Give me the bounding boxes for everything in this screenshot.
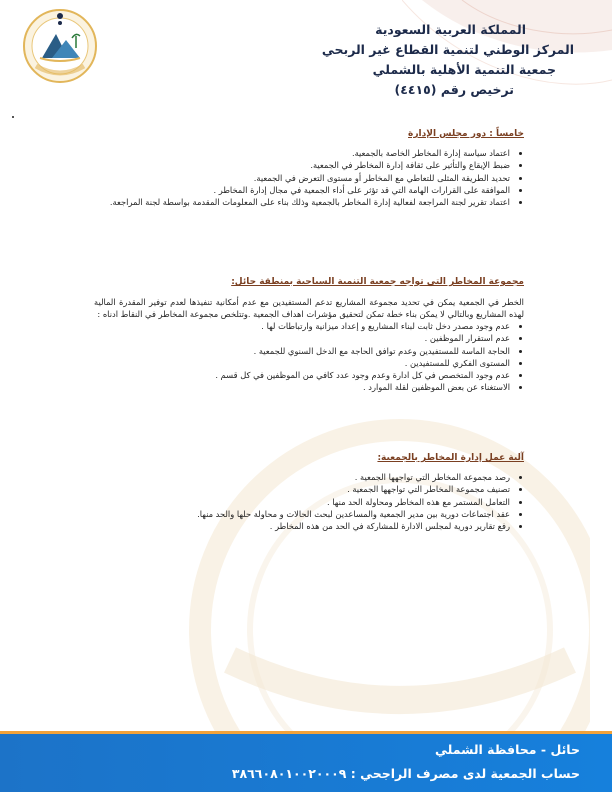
footer-location: حائل - محافظة الشملي xyxy=(434,742,580,757)
board-role-list xyxy=(104,148,524,208)
letterhead xyxy=(134,22,574,102)
list-item: • المستوى الفكري للمستفيدين . xyxy=(94,358,510,369)
header-center: المركز الوطني لتنمية القطاع غير الربحي xyxy=(321,42,574,57)
list-item: • الموافقة على القرارات الهامة التي قد تؤثر على أداء الجمعية في مجال إدارة المخاطر . xyxy=(104,185,510,196)
margin-mark xyxy=(12,116,14,118)
section-heading: مجموعة المخاطر التي تواجه جمعية التنمية السياحية بمنطقة حائل: xyxy=(231,277,524,287)
section-heading: خامساً : دور مجلس الإدارة xyxy=(408,129,524,139)
list-item: • عدم وجود المتخصص في كل ادارة وعدم وجود عدد كافي من الموظفين في كل قسم . xyxy=(94,370,510,381)
list-item: • اعتماد تقرير لجنة المراجعة لفعالية إدارة المخاطر بالجمعية وذلك بناء على المعلومات المقدمة بواسطة لجنة المراجعة. xyxy=(104,197,510,208)
list-item: • ضبط الإيقاع والتأثير على ثقافة إدارة المخاطر في الجمعية. xyxy=(104,160,510,171)
risk-list xyxy=(94,321,524,393)
list-item: • عدم استقرار الموظفين . xyxy=(94,333,510,344)
risk-mechanism-section xyxy=(94,453,524,533)
footer-bar xyxy=(0,731,612,792)
list-item: • تصنيف مجموعة المخاطر التي تواجهها الجمعية . xyxy=(94,484,510,495)
board-role-section xyxy=(104,129,524,209)
header-license: ترخيص رقم (٤٤١٥) xyxy=(394,82,514,97)
list-item: • عقد اجتماعات دورية بين مدير الجمعية والمساعدين لبحث الحالات و محاولة حلها والحد منها. xyxy=(94,509,510,520)
list-item: • الاستغناء عن بعض الموظفين لقلة الموارد . xyxy=(94,382,510,393)
list-item: • عدم وجود مصدر دخل ثابت لبناء المشاريع و إعداد ميزانية وارتباطات لها . xyxy=(94,321,510,332)
list-item: • رفع تقارير دورية لمجلس الادارة للمشاركة في الحد من هذه المخاطر . xyxy=(94,521,510,532)
list-item: • التعامل المستمر مع هذه المخاطر ومحاولة الحد منها . xyxy=(94,497,510,508)
association-logo-icon xyxy=(22,8,98,84)
section-heading: آلية عمل إدارة المخاطر بالجمعية: xyxy=(377,453,524,463)
list-item: • رصد مجموعة المخاطر التي تواجهها الجمعية . xyxy=(94,472,510,483)
header-association: جمعية التنمية الأهلية بالشملي xyxy=(372,62,556,77)
section-intro: الخطر في الجمعية يمكن في تحديد مجموعة المشاريع تدعم المستفيدين مع عدم أمكانية تنفيذها لعدم توفير المقدرة المالية لهذه المشاريع وبالتالي لا يمكن بناء خطة تمكن لتحقيق مؤشرات اهداف الجمعية .وتتلخص مجموعة المخاطر في النقاط ادناه : xyxy=(94,297,524,319)
footer-bank-account: حساب الجمعية لدى مصرف الراجحي : ٣٨٦٦٠٨٠١٠٠٢٠٠٠٩ xyxy=(231,766,580,781)
list-item: • اعتماد سياسة إدارة المخاطر الخاصة بالجمعية. xyxy=(104,148,510,159)
mechanism-list xyxy=(94,472,524,532)
list-item: • تحديد الطريقة المثلى للتعاطي مع المخاطر أو مستوى التعرض في الجمعية. xyxy=(104,173,510,184)
risk-group-section xyxy=(94,277,524,395)
header-country: المملكة العربية السعودية xyxy=(375,22,526,37)
list-item: • الحاجة الماسة للمستفيدين وعدم توافق الحاجة مع الدخل السنوي للجمعية . xyxy=(94,346,510,357)
